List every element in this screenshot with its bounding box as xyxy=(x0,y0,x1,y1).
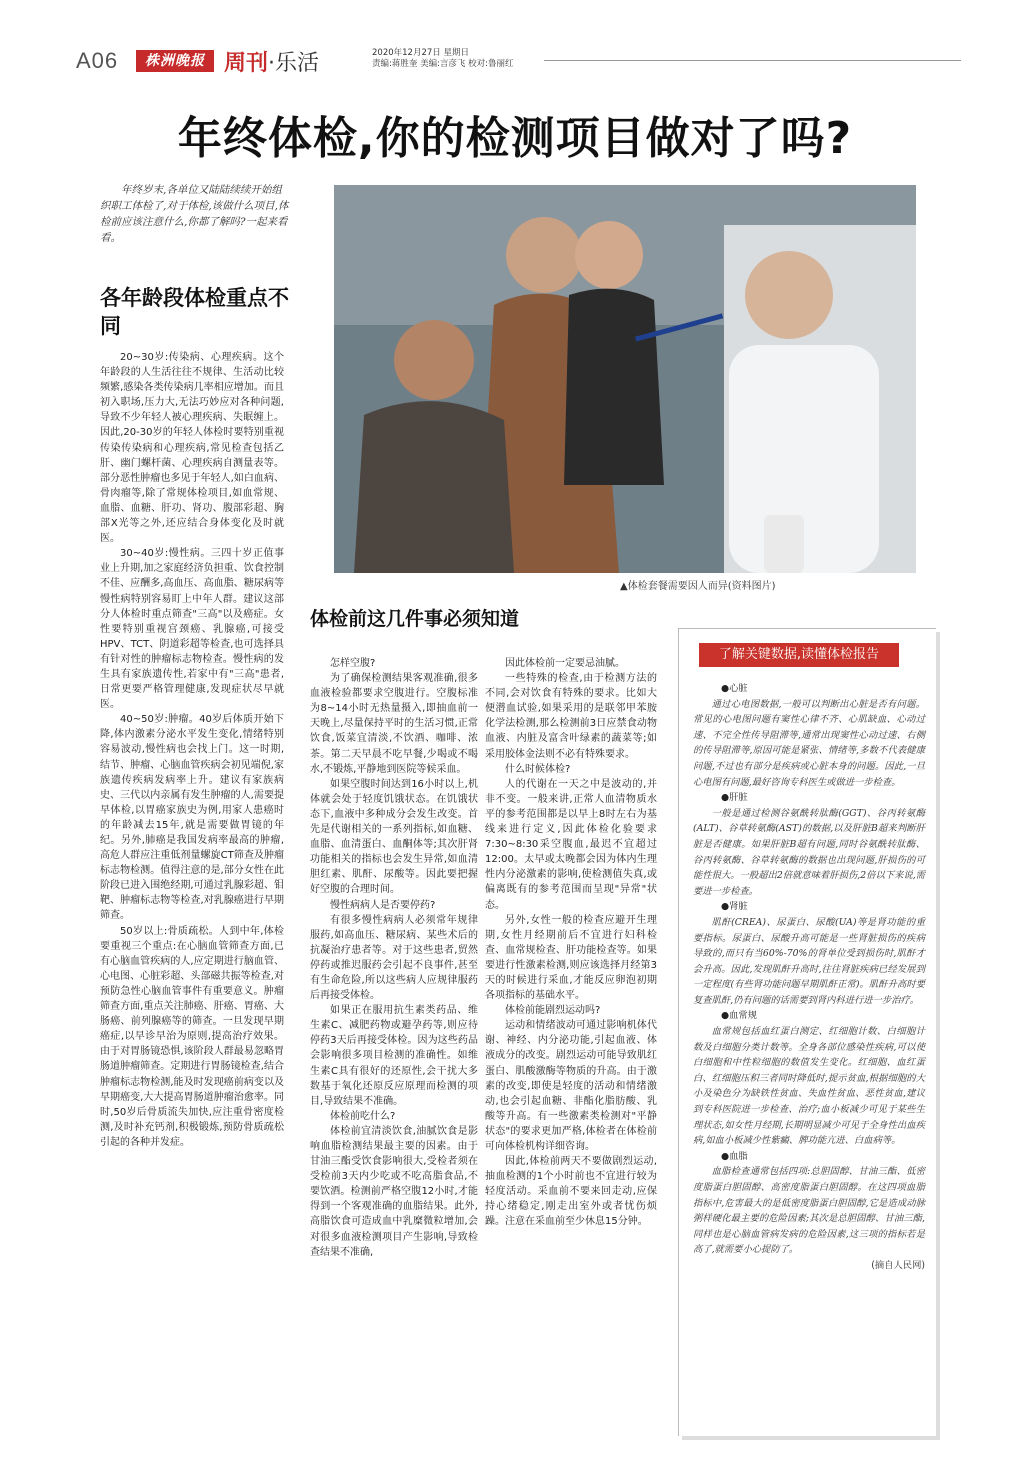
section-name-b: 乐活 xyxy=(275,51,320,76)
sidebar-text: 肌酐(CREA)、尿蛋白、尿酸(UA)等是肾功能的重要指标。尿蛋白、尿酸升高可能是一些肾脏损伤的疾病导致的,而只有当60%-70%的肾单位受到损伤时,肌酐才会升高。因此,发现肌酐升高时,往往肾脏疾病已经发展到一定程度(有些肾功能问题早期肌酐正常)。肌酐升高时要复查肌酐,仍有问题的话需要到肾内科进行进一步治疗。 xyxy=(693,916,925,1006)
paragraph: 怎样空腹? xyxy=(330,658,376,669)
sidebar-subhead: ●肝脏 xyxy=(721,792,748,804)
paragraph: 体检前能剧烈运动吗? xyxy=(505,1005,601,1017)
section2-heading: 体检前这几件事必须知道 xyxy=(310,608,520,630)
sidebar-subhead: ●血脂 xyxy=(721,1150,748,1162)
section1-column xyxy=(100,350,284,1430)
paragraph: 人的代谢在一天之中是波动的,并非不变。一般来讲,正常人血清物质水平的参考范围都是以早上8时左右为基线来进行定义,因此体检化验要求7:30~8:30采空腹血,最迟不宜超过12:00。太早或太晚都会因为体内生理性内分泌激素的影响,使检测值失真,或偏离既有的参考范围而呈现"异常"状态。 xyxy=(485,778,657,911)
paragraph: 如果空腹时间达到16小时以上,机体就会处于轻度饥饿状态。在饥饿状态下,血液中多种成分会发生改变。首先是代谢相关的一系列指标,如血糖、血脂、血清蛋白、血酮体等;其次肝肾功能相关的指标也会发生异常,如血清胆红素、肌酐、尿酸等。因此要把握好空腹的合理时间。 xyxy=(310,778,478,896)
paragraph: 另外,女性一般的检查应避开生理期,女性月经期前后不宜进行妇科检查、血常规检查、肝功能检查等。如果要进行性激素检测,则应该选择月经第3天的时候进行采血,才能反应卵泡初期各项指标的基础水平。 xyxy=(485,914,657,1002)
paragraph: 慢性病病人是否要停药? xyxy=(330,899,436,911)
paragraph: 什么时候体检? xyxy=(505,763,571,775)
issue-meta xyxy=(372,48,514,70)
sidebar-source: (摘自人民网) xyxy=(871,1259,925,1271)
sidebar-subhead: ●肾脏 xyxy=(721,901,748,913)
paragraph: 体检前吃什么? xyxy=(330,1110,396,1122)
paragraph: 30~40岁:慢性病。三四十岁正值事业上升期,加之家庭经济负担重、饮食控制不佳、应酬多,高血压、高血脂、糖尿病等慢性病特别容易盯上中年人群。建议这部分人体检时重点筛查"三高"以及癌症。女性要特别重视宫颈癌、乳腺癌,可接受HPV、TCT、阴道彩超等检查,也可选择具有针对性的肿瘤标志物检查。慢性病的发生具有家族遗传性,若家中有"三高"患者,日常更要严格管理健康,发现症状尽早就医。 xyxy=(100,548,284,711)
article-title: 年终体检,你的检测项目做对了吗? xyxy=(177,113,853,164)
article-photo xyxy=(334,185,916,573)
sidebar-text: 通过心电图数据,一般可以判断出心脏是否有问题。常见的心电图问题有窦性心律不齐、心肌缺血、心动过速、不完全性传导阻滞等,通常出现窦性心动过速、右侧的传导阻滞等,原因可能是紧张、情绪等,多数不代表健康问题,不过也有部分是疾病或心脏本身的问题。因此,一旦心电图有问题,最好咨询专科医生或做进一步检查。 xyxy=(693,698,925,788)
paragraph: 为了确保检测结果客观准确,很多血液检验都要求空腹进行。空腹标准为8~14小时无热量摄入,即抽血前一天晚上,尽量保持平时的生活习惯,正常饮食,饭菜宜清淡,不饮酒、咖啡、浓茶。第二天早晨不吃早餐,少喝或不喝水,不锻炼,平静地到医院等候采血。 xyxy=(310,673,478,775)
paragraph: 因此,体检前两天不要做剧烈运动,抽血检测的1个小时前也不宜进行较为轻度活动。采血前不要来回走动,应保持心绪稳定,刚走出室外或者忧伤烦躁。注意在采血前至少休息15分钟。 xyxy=(485,1156,657,1228)
section-separator: · xyxy=(268,51,276,76)
sidebar-body xyxy=(693,681,925,1274)
paragraph: 一些特殊的检查,由于检测方法的不同,会对饮食有特殊的要求。比如大便潜血试验,如果采用的是联邻甲苯胺化学法检测,那么检测前3日应禁食动物血液、内脏及富含叶绿素的蔬菜等;如采用胶体金法则不必有特殊要求。 xyxy=(485,673,657,760)
page-number: A06 xyxy=(76,48,119,73)
paragraph: 20~30岁:传染病、心理疾病。这个年龄段的人生活往往不规律、生活动比较频繁,感染各类传染病几率相应增加。而且初入职场,压力大,无法巧妙应对各种问题,导致不少年轻人被心理疾病、失眠缠上。因此,20-30岁的年轻人体检时要特别重视传染传染病和心理疾病,常见检查包括乙肝、幽门螺杆菌、心理疾病自测量表等。部分恶性肿瘤也多见于年轻人,如白血病、骨肉瘤等,除了常规体检项目,如血常规、血脂、血糖、肝功、肾功、腹部彩超、胸部X光等之外,还应结合身体变化及时就医。 xyxy=(100,352,284,545)
sidebar-subhead: ●血常规 xyxy=(721,1010,758,1022)
article-lead: 年终岁末,各单位又陆陆续续开始组织职工体检了,对于体检,该做什么项目,体检前应该注意什么,你都了解吗?一起来看看。 xyxy=(100,184,289,244)
photo-caption: ▲体检套餐需要因人而异(资料图片) xyxy=(620,581,776,592)
section2-column-b xyxy=(485,656,657,1446)
paragraph: 运动和情绪波动可通过影响机体代谢、神经、内分泌功能,引起血液、体液成分的改变。剧烈运动可能导致肌红蛋白、肌酸激酶等物质的升高。由于激素的改变,即使是轻度的活动和情绪激动,也会引起血糖、非酯化脂肪酸、乳酸等升高。有一些激素类检测对"平静状态"的要求更加严格,体检者在体检前可向体检机构详细咨询。 xyxy=(485,1020,657,1152)
issue-date: 2020年12月27日 星期日 xyxy=(372,48,469,58)
paragraph: 40~50岁:肿瘤。40岁后体质开始下降,体内激素分泌水平发生变化,情绪特别容易波动,慢性病也会找上门。这一时期,结节、肿瘤、心脑血管疾病会初见端倪,家族遗传疾病发病率上升。建议有家族病史、三代以内亲属有发生肿瘤的人,需要提早体检,以胃癌家族史为例,用家人患癌时的年龄减去15年,就是需要做胃镜的年纪。另外,肺癌是我国发病率最高的肿瘤,高危人群应注重低剂量螺旋CT筛查及肿瘤标志物检测。值得注意的是,部分女性在此阶段已进入围绝经期,可通过乳腺彩超、钼靶、肿瘤标志物等检查,对乳腺癌进行早期筛查。 xyxy=(100,714,284,922)
photo-illustration xyxy=(334,185,916,573)
paragraph: 有很多慢性病病人必须常年规律服药,如高血压、糖尿病、某些术后的抗凝治疗患者等。对于这些患者,贸然停药或推迟服药会引起不良事件,甚至有生命危险,所以这些病人应规律服药后再接受体检。 xyxy=(310,914,478,1002)
sidebar-box xyxy=(678,628,936,1436)
section-name-a: 周刊 xyxy=(224,51,269,76)
sidebar-text: 血脂检查通常包括四项:总胆固醇、甘油三酯、低密度脂蛋白胆固醇、高密度脂蛋白胆固醇。在这四项血脂指标中,危害最大的是低密度脂蛋白胆固醇,它是造成动脉粥样硬化最主要的危险因素;其次是总胆固醇、甘油三酯,同样也是心脑血管病发病的危险因素,这三项的指标若是高了,就需要小心提防了。 xyxy=(693,1166,925,1256)
sidebar-text: 血常规包括血红蛋白测定、红细胞计数、白细胞计数及白细胞分类计数等。全身各部位感染性疾病,可以使白细胞和中性粒细胞的数值发生变化。红细胞、血红蛋白、红细胞压积三者同时降低时,提示贫血,根据细胞的大小及染色分为缺铁性贫血、失血性贫血、恶性贫血,建议到专科医院进一步检查、治疗;血小板减少可见于某些生理状态,如女性月经期,长期明显减少可见于全身性出血疾病,如血小板减少性紫癜、脾功能亢进、白血病等。 xyxy=(693,1026,925,1147)
sidebar-title: 了解关键数据,读懂体检报告 xyxy=(699,643,899,667)
paragraph: 体检前宜清淡饮食,油腻饮食是影响血脂检测结果最主要的因素。由于甘油三酯受饮食影响很大,受检者须在受检前3天内少吃或不吃高脂食品,不要饮酒。检测前严格空腹12小时,才能得到一个客观准确的血脂结果。此外,高脂饮食可造成血中乳糜微粒增加,会对很多血液检测项目产生影响,导致检查结果不准确, xyxy=(310,1125,478,1258)
paragraph: 因此体检前一定要忌油腻。 xyxy=(505,658,625,669)
paragraph: 50岁以上:骨质疏松。人到中年,体检要重视三个重点:在心脑血管筛查方面,已有心脑血管疾病的人,应定期进行脑血管、心电图、心脏彩超、头部磁共振等检查,对预防急性心脑血管事件有重要意义。肿瘤筛查方面,重点关注肺癌、肝癌、胃癌、大肠癌、前列腺癌等的筛查。一旦发现早期癌症,以早诊早治为原则,提高治疗效果。由于对胃肠镜恐惧,该阶段人群最易忽略胃肠道肿瘤筛查。定期进行胃肠镜检查,结合肿瘤标志物检测,能及时发现癌前病变以及早期癌变,大大提高胃肠道肿瘤治愈率。同时,50岁后骨质流失加快,应注重骨密度检测,及时补充钙剂,积极锻炼,预防骨质疏松引起的各种并发症。 xyxy=(100,925,284,1148)
header-rule xyxy=(544,60,961,61)
section1-heading: 各年龄段体检重点不同 xyxy=(100,285,289,338)
sidebar-subhead: ●心脏 xyxy=(721,683,748,694)
page-header xyxy=(76,44,961,80)
section2-column-a xyxy=(310,656,478,1446)
issue-editors: 责编:蒋胜奎 美编:言彦飞 校对:鲁丽红 xyxy=(372,59,514,69)
paragraph: 如果正在服用抗生素类药品、维生素C、减肥药物或避孕药等,则应待停药3天后再接受体检。因为这些药品会影响很多项目检测的准确性。如维生素C具有很好的还原性,会干扰大多数基于氧化还原反应原理而检测的项目,导致结果不准确。 xyxy=(310,1005,478,1107)
section-name xyxy=(224,46,319,77)
sidebar-text: 一般是通过检测谷氨酰转肽酶(GGT)、谷丙转氨酶(ALT)、谷草转氨酶(AST)的数据,以及肝脏B超来判断肝脏是否健康。如果肝脏B超有问题,同时谷氨酰转肽酶、谷丙转氨酶、谷草转氨酶的数据也出现问题,肝损伤的可能性很大。一般超出2倍就意味着肝损伤,2倍以下来说,需要进一步检查。 xyxy=(693,807,925,897)
masthead-logo: 株洲晚报 xyxy=(136,50,214,72)
